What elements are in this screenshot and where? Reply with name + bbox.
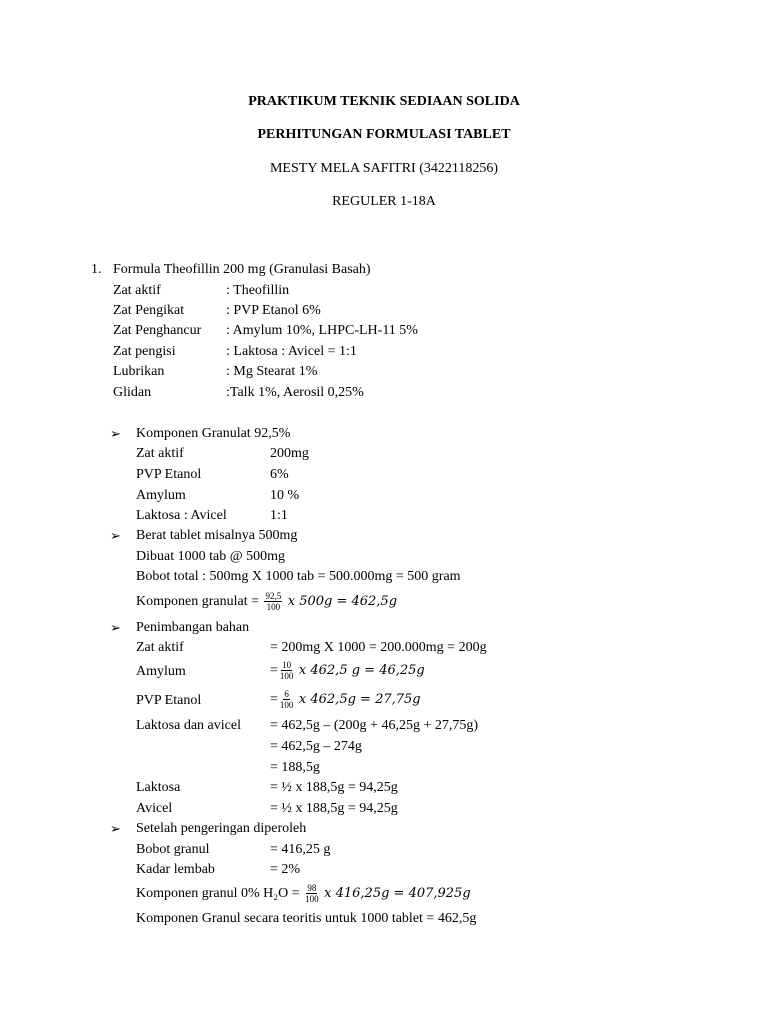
- formula-item-label: Zat aktif: [113, 283, 161, 298]
- title-praktikum: PRAKTIKUM TEKNIK SEDIAAN SOLIDA: [248, 94, 520, 109]
- komponen-value: 1:1: [270, 508, 288, 523]
- fraction-numerator: 10: [282, 660, 292, 671]
- fraction-numerator: 98: [307, 883, 317, 894]
- komponen-granul-calc: [136, 880, 471, 908]
- penimbangan-value: = 462,5g – (200g + 46,25g + 27,75g): [270, 718, 479, 733]
- bullet-arrow-icon: ➢: [110, 821, 121, 836]
- formula-item-value: : PVP Etanol 6%: [226, 303, 321, 318]
- formula-item-value: : Mg Stearat 1%: [226, 364, 318, 379]
- penimbangan-value: = 188,5g: [270, 760, 320, 775]
- bullet-arrow-icon: ➢: [110, 528, 121, 543]
- bullet-arrow-icon: ➢: [110, 426, 121, 441]
- fraction-denominator: 100: [305, 894, 319, 905]
- calc-expression: x 462,5g = 27,75g: [298, 692, 421, 707]
- berat-line: Bobot total : 500mg X 1000 tab = 500.000mg = 500 gram: [136, 569, 461, 584]
- amylum-calc: [270, 657, 425, 685]
- calc-expression: x 416,25g = 407,925g: [324, 886, 471, 901]
- formula-item-label: Zat pengisi: [113, 344, 176, 359]
- pengeringan-label: Kadar lembab: [136, 862, 215, 877]
- equals-sign: =: [270, 692, 278, 707]
- formula-title: Formula Theofillin 200 mg (Granulasi Basah): [113, 262, 371, 277]
- fraction-denominator: 100: [279, 700, 294, 711]
- penimbangan-value: = 200mg X 1000 = 200.000mg = 200g: [270, 640, 487, 655]
- author-line: MESTY MELA SAFITRI (3422118256): [269, 161, 499, 176]
- bullet-arrow-icon: ➢: [110, 620, 121, 635]
- formula-item-value: :Talk 1%, Aerosil 0,25%: [226, 385, 364, 400]
- penimbangan-label: Zat aktif: [136, 640, 184, 655]
- penimbangan-heading: Penimbangan bahan: [136, 620, 250, 635]
- formula-item-value: : Laktosa : Avicel = 1:1: [226, 344, 357, 359]
- komponen-label: Amylum: [136, 488, 186, 503]
- pengeringan-value: = 416,25 g: [270, 842, 331, 857]
- formula-item-label: Glidan: [113, 385, 152, 400]
- berat-heading: Berat tablet misalnya 500mg: [136, 528, 298, 543]
- komponen-granulat-calc: [136, 588, 397, 616]
- formula-item-value: : Theofillin: [226, 283, 290, 298]
- formula-item-value: : Amylum 10%, LHPC-LH-11 5%: [226, 323, 418, 338]
- fraction-numerator: 92,5: [265, 591, 282, 602]
- komponen-label: Zat aktif: [136, 446, 184, 461]
- komponen-label: PVP Etanol: [136, 467, 202, 482]
- penimbangan-value: = ½ x 188,5g = 94,25g: [270, 780, 398, 795]
- fraction-denominator: 100: [266, 602, 281, 613]
- komponen-value: 10 %: [270, 488, 300, 503]
- penimbangan-label: PVP Etanol: [136, 693, 202, 708]
- fraction-denominator: 100: [279, 671, 294, 682]
- formula-item-label: Zat Pengikat: [113, 303, 185, 318]
- komponen-value: 200mg: [270, 446, 309, 461]
- komponen-value: 6%: [270, 467, 289, 482]
- penimbangan-label: Avicel: [136, 801, 173, 816]
- calc-label: Komponen granulat =: [136, 594, 263, 609]
- komponen-heading: Komponen Granulat 92,5%: [136, 426, 291, 441]
- fraction: [280, 660, 294, 681]
- pvp-calc: [270, 686, 421, 714]
- calc-expression: x 500g = 462,5g: [287, 594, 398, 609]
- title-perhitungan: PERHITUNGAN FORMULASI TABLET: [257, 127, 511, 142]
- calc-label: Komponen granul 0% H₂O =: [136, 886, 304, 901]
- teoritis-line: Komponen Granul secara teoritis untuk 1000 tablet = 462,5g: [136, 911, 477, 926]
- penimbangan-label: Laktosa dan avicel: [136, 718, 241, 733]
- penimbangan-label: Laktosa: [136, 780, 181, 795]
- fraction: [264, 591, 282, 612]
- penimbangan-value: = ½ x 188,5g = 94,25g: [270, 801, 398, 816]
- pengeringan-value: = 2%: [270, 862, 301, 877]
- class-line: REGULER 1-18A: [332, 194, 436, 209]
- formula-number: 1.: [91, 262, 102, 277]
- penimbangan-value: = 462,5g – 274g: [270, 739, 362, 754]
- fraction-numerator: 6: [284, 689, 289, 700]
- calc-expression: x 462,5 g = 46,25g: [298, 663, 425, 678]
- pengeringan-heading: Setelah pengeringan diperoleh: [136, 821, 307, 836]
- penimbangan-label: Amylum: [136, 664, 186, 679]
- pengeringan-label: Bobot granul: [136, 842, 210, 857]
- equals-sign: =: [270, 663, 278, 678]
- berat-line: Dibuat 1000 tab @ 500mg: [136, 549, 285, 564]
- komponen-label: Laktosa : Avicel: [136, 508, 227, 523]
- formula-item-label: Lubrikan: [113, 364, 165, 379]
- fraction: [305, 883, 319, 904]
- formula-item-label: Zat Penghancur: [113, 323, 202, 338]
- fraction: [280, 689, 294, 710]
